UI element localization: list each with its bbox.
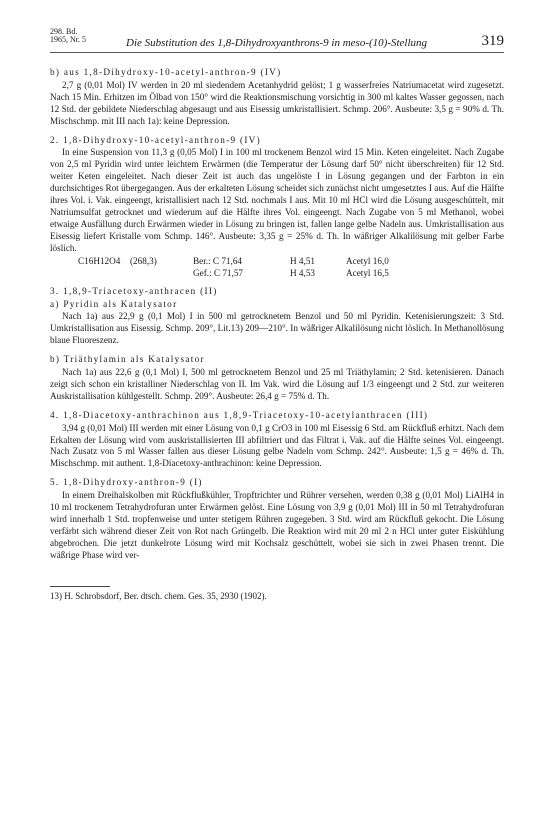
paragraph: 3,94 g (0,01 Mol) III werden mit einer Lösung von 0,1 g CrO3 in 100 ml Eisessig 6 Std. am Rückfluß erhitzt. Nach dem Erkalten der Lösung wird vom auskristallisierten III abfiltriert und das Filtrat i. Vak. auf die Hälfte seines Vol. eingeengt. Nach Zusatz von 5 ml Wasser fallen aus dieser Lösung gelbe Nadeln vom Schmp. 242°. Ausbeute: 1,5 g = 46% d. Th. Mischschmp. mit authent. 1,8-Diacetoxy-anthrachinon: keine Depression. <box>50 422 504 469</box>
volume: 298. Bd. <box>50 27 78 36</box>
subsection-heading: b) Triäthylamin als Katalysator <box>50 354 205 365</box>
paragraph: Nach 1a) aus 22,9 g (0,1 Mol) I in 500 ml getrocknetem Benzol und 50 ml Pyridin. Ketenisierungszeit: 3 Std. Umkristallisation aus Eisessig. Schmp. 209°, Lit.13) 209—210°. In wäßriger Alkalilösung nicht löslich. In Methanollösung blaue Fluoreszenz. <box>50 311 504 346</box>
section-heading: b) aus 1,8-Dihydroxy-10-acetyl-anthron-9 (IV) <box>50 67 282 77</box>
elemental-analysis <box>50 255 504 279</box>
article-body <box>50 67 504 602</box>
calc-carbon: Ber.: C 71,64 <box>193 255 243 266</box>
found-acetyl: Acetyl 16,5 <box>346 267 389 278</box>
footnote: 13) H. Schrobsdorf, Ber. dtsch. chem. Ges. 35, 2930 (1902). <box>50 590 267 601</box>
calc-hydrogen: H 4,51 <box>290 255 316 266</box>
section-heading: 5. 1,8-Dihydroxy-anthron-9 (I) <box>50 477 203 488</box>
found-carbon: Gef.: C 71,57 <box>193 267 244 278</box>
section-heading: 2. 1,8-Dihydroxy-10-acetyl-anthron-9 (IV) <box>50 134 261 145</box>
footnote-divider <box>50 586 110 587</box>
running-title: Die Substitution des 1,8-Dihydroxyanthrons-9 in meso-(10)-Stellung <box>126 37 428 49</box>
molecular-weight: (268,3) <box>130 255 157 266</box>
subsection-heading: a) Pyridin als Katalysator <box>50 298 178 309</box>
found-hydrogen: H 4,53 <box>290 267 316 278</box>
page-number: 319 <box>481 33 504 49</box>
journal-page <box>50 28 504 602</box>
molecular-formula: C16H12O4 <box>78 255 121 266</box>
section-heading: 4. 1,8-Diacetoxy-anthrachinon aus 1,8,9-Triacetoxy-10-acetylanthracen (III) <box>50 409 429 420</box>
paragraph: In eine Suspension von 11,3 g (0,05 Mol) I in 100 ml trockenem Benzol wird 15 Min. Keten eingeleitet. Nach Zugabe von 2,5 ml Pyridin wird unter leichtem Erwärmen (die Temperatur der Lösung darf 50° nicht überschreiten) für 12 Std. weiter Keten eingeleitet. Nach dieser Zeit ist auch das ungelöste I in Lösung gegangen und der Farbton in ein durchsichtiges Rot übergegangen. Aus der erkalteten Lösung scheidet sich zunächst nicht umgesetztes I aus. Auf die Hälfte ihres Vol. i. Vak. eingeengt, kristallisiert nach 12 Std. nochmals I aus. Mit 10 ml HCl wird die Lösung ausgeschüttelt, mit Natriumsulfat getrocknet und wiederum auf die Hälfte ihres Vol. eingeengt. Nach Zugabe von 5 ml Methanol, wobei etwaige Ausfällung durch Erwärmen wieder in Lösung zu bringen ist, fallen lange gelbe Nadeln aus. Umkristallisation aus Eisessig liefert Kristalle vom Schmp. 146°. Ausbeute: 3,35 g = 25% d. Th. In wäßriger Alkalilösung mit gelber Farbe löslich. <box>50 147 504 253</box>
paragraph: In einem Dreihalskolben mit Rückflußkühler, Tropftrichter und Rührer versehen, werden 0,38 g (0,01 Mol) LiAlH4 in 10 ml trockenem Tetrahydrofuran unter Erwärmen gelöst. Eine Lösung von 3,9 g (0,01 Mol) III in 50 ml Tetrahydrofuran wird innerhalb 1 Std. tropfenweise und unter stetigem Rühren zugegeben. 3 Std. wird am Rückfluß gekocht. Die Lösung verfärbt sich während dieser Zeit von Rot nach Grüngelb. Die Reaktion wird mit 20 ml 2 n HCl unter guter Eiskühlung abgebrochen. Die jetzt dunkelrote Lösung wird mit Kochsalz geschüttelt, wobei sie sich in zwei Phasen trennt. Die wäßrige Phase wird ver- <box>50 490 504 560</box>
calc-acetyl: Acetyl 16,0 <box>346 255 389 266</box>
paragraph: 2,7 g (0,01 Mol) IV werden in 20 ml siedendem Acetanhydrid gelöst; 1 g wasserfreies Natriumacetat wird zugesetzt. Nach 15 Min. Erhitzen im Ölbad von 150° wird die Reaktionsmischung vorsichtig in 300 ml kaltes Wasser gegossen, nach 12 Std. der gebildete Niederschlag abgesaugt und aus Eisessig umkristallisiert. Schmp. 206°. Ausbeute: 3,5 g = 90% d. Th. Mischschmp. mit III nach 1a): keine Depression. <box>50 79 504 126</box>
issue: 1965, Nr. 5 <box>50 35 86 44</box>
paragraph: Nach 1a) aus 22,6 g (0,1 Mol) I, 500 ml getrocknetem Benzol und 25 ml Triäthylamin; 2 Std. ketenisieren. Danach zeigt sich schon ein kristalliner Niederschlag von II. Im Vak. wird die Lösung auf 1/3 eingeengt und 2 Std. zur weiteren Auskristallisation kühlgestellt. Schmp. 209°. Ausbeute: 26,4 g = 75% d. Th. <box>50 367 504 401</box>
running-header <box>50 28 504 53</box>
section-heading: 3. 1,8,9-Triacetoxy-anthracen (II) <box>50 285 218 296</box>
volume-issue <box>50 28 86 44</box>
